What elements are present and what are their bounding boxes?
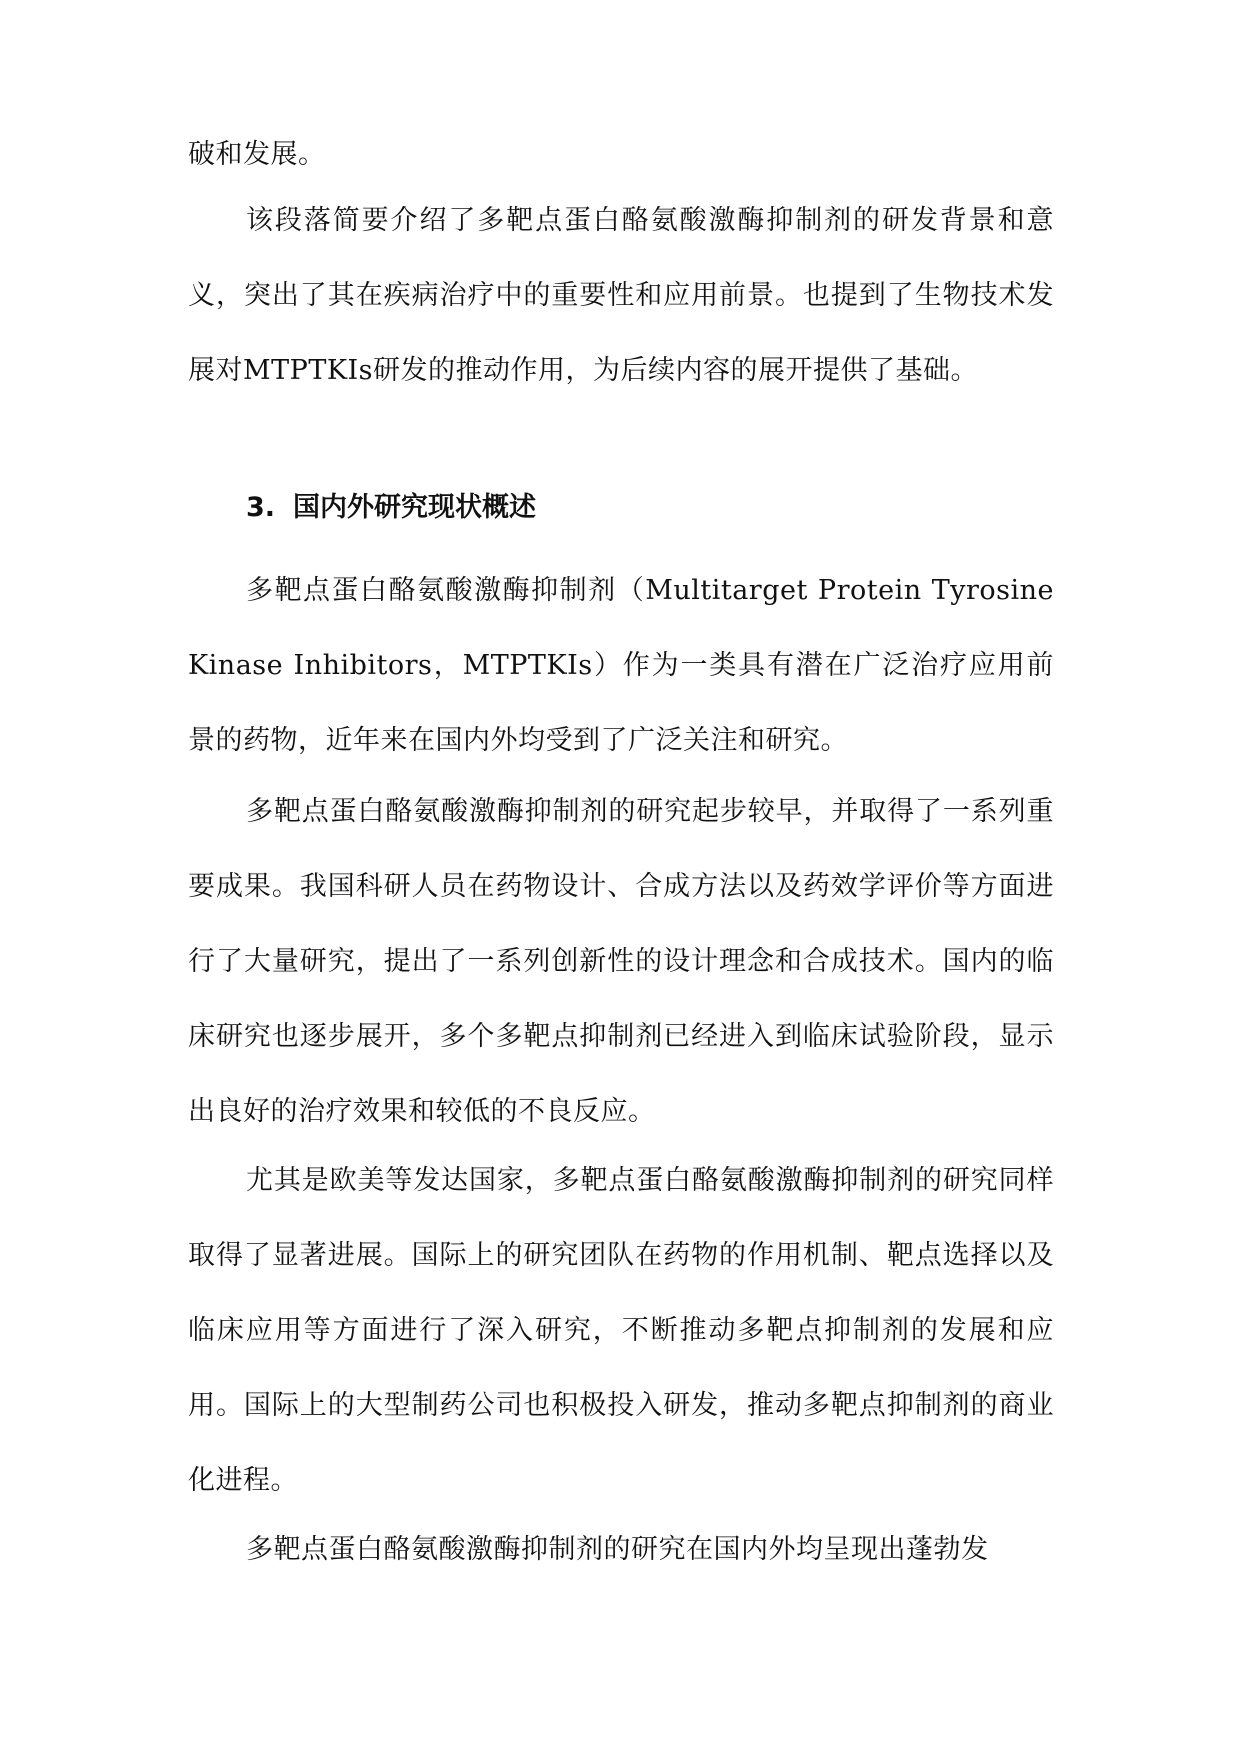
- section-heading: [246, 478, 536, 538]
- paragraph-domestic-research: 多靶点蛋白酪氨酸激酶抑制剂的研究起步较早，并取得了一系列重要成果。我国科研人员在药物设计、合成方法以及药效学评价等方面进行了大量研究，提出了一系列创新性的设计理念和合成技术。国内的临床研究也逐步展开，多个多靶点抑制剂已经进入到临床试验阶段，显示出良好的治疗效果和较低的不良反应。: [188, 796, 1054, 1127]
- paragraph-summary: 该段落简要介绍了多靶点蛋白酪氨酸激酶抑制剂的研发背景和意义，突出了其在疾病治疗中的重要性和应用前景。也提到了生物技术发展对MTPTKIs研发的推动作用，为后续内容的展开提供了基础。: [188, 205, 1054, 386]
- section-number: 3.: [246, 492, 276, 523]
- paragraph-intro: 多靶点蛋白酪氨酸激酶抑制剂（Multitarget Protein Tyrosine Kinase Inhibitors，MTPTKIs）作为一类具有潜在广泛治疗应用前景的药物，近年来在国内外均受到了广泛关注和研究。: [188, 575, 1054, 756]
- section-title: 国内外研究现状概述: [293, 492, 537, 523]
- paragraph-international-research: 尤其是欧美等发达国家，多靶点蛋白酪氨酸激酶抑制剂的研究同样取得了显著进展。国际上的研究团队在药物的作用机制、靶点选择以及临床应用等方面进行了深入研究，不断推动多靶点抑制剂的发展和应用。国际上的大型制药公司也积极投入研发，推动多靶点抑制剂的商业化进程。: [188, 1165, 1054, 1496]
- paragraph-continuation: 破和发展。: [188, 139, 326, 170]
- paragraph-final: 多靶点蛋白酪氨酸激酶抑制剂的研究在国内外均呈现出蓬勃发: [246, 1534, 989, 1565]
